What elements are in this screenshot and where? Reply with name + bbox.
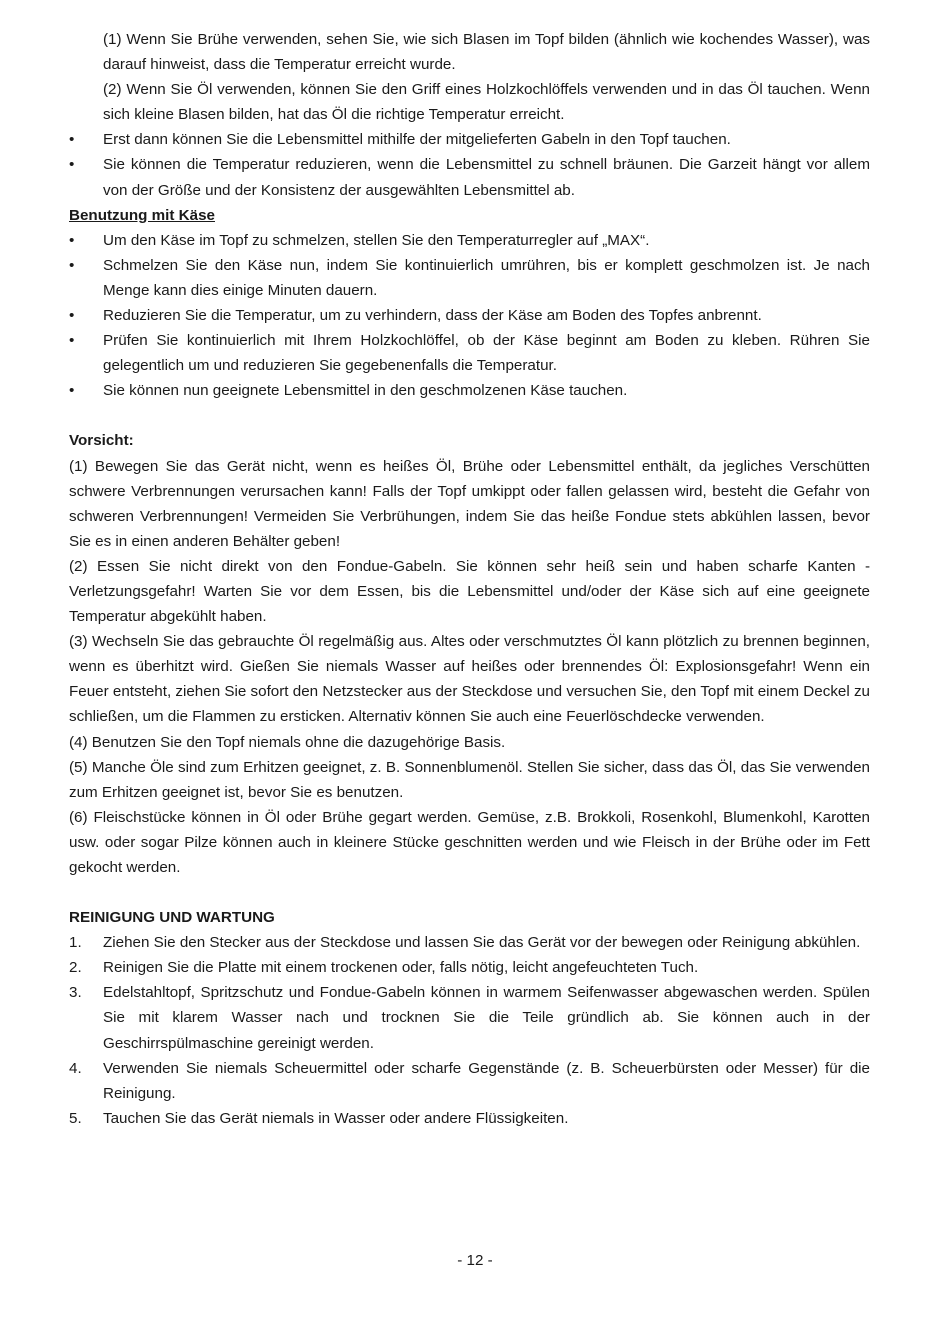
bullet-text: Schmelzen Sie den Käse nun, indem Sie kontinuierlich umrühren, bis er komplett geschmolzen ist. Je nach Menge kann dies einige Minuten dauern. — [103, 256, 870, 299]
bullet-symbol: • — [69, 382, 75, 400]
numbered-item — [69, 1106, 870, 1131]
item-text: Ziehen Sie den Stecker aus der Steckdose und lassen Sie das Gerät vor der bewegen oder Reinigung abkühlen. — [103, 934, 861, 952]
item-text: Verwenden Sie niemals Scheuermittel oder scharfe Gegenstände (z. B. Scheuerbürsten oder Messer) für die Reinigung. — [103, 1059, 870, 1102]
bullet-symbol: • — [69, 156, 75, 174]
numbered-item — [69, 930, 870, 955]
numbered-item — [69, 980, 870, 1055]
document-page — [69, 27, 870, 1131]
bullet-item — [69, 253, 870, 303]
caution-paragraph: (4) Benutzen Sie den Topf niemals ohne die dazugehörige Basis. — [69, 733, 506, 751]
bullet-text: Reduzieren Sie die Temperatur, um zu verhindern, dass der Käse am Boden des Topfes anbrennt. — [103, 307, 762, 325]
bullet-item — [69, 378, 870, 403]
bullet-symbol: • — [69, 231, 75, 249]
item-text: Tauchen Sie das Gerät niemals in Wasser oder andere Flüssigkeiten. — [103, 1109, 569, 1127]
bullet-text: Erst dann können Sie die Lebensmittel mithilfe der mitgelieferten Gabeln in den Topf tauchen. — [103, 131, 731, 149]
bullet-symbol: • — [69, 332, 75, 350]
caution-paragraph: (2) Essen Sie nicht direkt von den Fondue-Gabeln. Sie können sehr heiß sein und haben scharfe Kanten - Verletzungsgefahr! Warten Sie vor dem Essen, bis die Lebensmittel und/oder der Käse sich auf eine geeignete Temperatur abgekühlt haben. — [69, 557, 870, 626]
section-heading-caution: Vorsicht: — [69, 432, 134, 450]
bullet-symbol: • — [69, 256, 75, 274]
intro-paragraph: (1) Wenn Sie Brühe verwenden, sehen Sie, wie sich Blasen im Topf bilden (ähnlich wie kochendes Wasser), was darauf hinweist, dass die Temperatur erreicht wurde. — [103, 31, 870, 74]
item-text: Edelstahltopf, Spritzschutz und Fondue-Gabeln können in warmem Seifenwasser abgewaschen werden. Spülen Sie mit klarem Wasser nach und trocknen Sie die Teile gründlich ab. Sie können auch in der Geschirrspülmaschine gereinigt werden. — [103, 984, 870, 1052]
item-number: 3. — [69, 984, 82, 1002]
bullet-item — [69, 303, 870, 328]
bullet-text: Sie können nun geeignete Lebensmittel in den geschmolzenen Käse tauchen. — [103, 382, 628, 400]
bullet-item — [69, 127, 870, 152]
item-number: 1. — [69, 934, 82, 952]
section-heading-cleaning: REINIGUNG UND WARTUNG — [69, 909, 275, 927]
item-text: Reinigen Sie die Platte mit einem trockenen oder, falls nötig, leicht angefeuchteten Tuch. — [103, 959, 699, 977]
caution-paragraph: (3) Wechseln Sie das gebrauchte Öl regelmäßig aus. Altes oder verschmutztes Öl kann plötzlich zu brennen beginnen, wenn es überhitzt wird. Gießen Sie niemals Wasser auf heißes oder brennendes Öl: Explosionsgefahr! Wenn ein Feuer entsteht, ziehen Sie sofort den Netzstecker aus der Steckdose und versuchen Sie, den Topf mit einem Deckel zu schließen, um die Flammen zu ersticken. Alternativ können Sie auch eine Feuerlöschdecke verwenden. — [69, 633, 870, 726]
section-heading-cheese: Benutzung mit Käse — [69, 206, 215, 224]
item-number: 2. — [69, 959, 82, 977]
bullet-text: Um den Käse im Topf zu schmelzen, stellen Sie den Temperaturregler auf „MAX“. — [103, 231, 650, 249]
bullet-item — [69, 228, 870, 253]
spacer — [69, 403, 870, 428]
caution-paragraph: (5) Manche Öle sind zum Erhitzen geeignet, z. B. Sonnenblumenöl. Stellen Sie sicher, dass das Öl, das Sie verwenden zum Erhitzen geeignet ist, bevor Sie es benutzen. — [69, 758, 870, 801]
bullet-text: Sie können die Temperatur reduzieren, wenn die Lebensmittel zu schnell bräunen. Die Garzeit hängt vor allem von der Größe und der Konsistenz der ausgewählten Lebensmittel ab. — [103, 156, 870, 199]
caution-paragraph: (6) Fleischstücke können in Öl oder Brühe gegart werden. Gemüse, z.B. Brokkoli, Rosenkohl, Blumenkohl, Karotten usw. oder sogar Pilze können auch in kleinere Stücke geschnitten werden und wie Fleisch in der Brühe oder im Fett gekocht werden. — [69, 808, 870, 876]
bullet-symbol: • — [69, 307, 75, 325]
intro-paragraph: (2) Wenn Sie Öl verwenden, können Sie den Griff eines Holzkochlöffels verwenden und in das Öl tauchen. Wenn sich kleine Blasen bilden, hat das Öl die richtige Temperatur erreicht. — [103, 81, 870, 124]
page-number: - 12 - — [457, 1252, 493, 1269]
item-number: 5. — [69, 1109, 82, 1127]
item-number: 4. — [69, 1059, 82, 1077]
numbered-item — [69, 955, 870, 980]
bullet-symbol: • — [69, 131, 75, 149]
bullet-item — [69, 328, 870, 378]
numbered-item — [69, 1056, 870, 1106]
spacer — [69, 880, 870, 905]
bullet-item — [69, 152, 870, 202]
caution-paragraph: (1) Bewegen Sie das Gerät nicht, wenn es heißes Öl, Brühe oder Lebensmittel enthält, da jegliches Verschütten schwere Verbrennungen verursachen kann! Falls der Topf umkippt oder fallen gelassen wird, besteht die Gefahr von schweren Verbrennungen! Vermeiden Sie Verbrühungen, indem Sie das heiße Fondue stets abkühlen lassen, bevor Sie es in einen anderen Behälter geben! — [69, 457, 870, 550]
bullet-text: Prüfen Sie kontinuierlich mit Ihrem Holzkochlöffel, ob der Käse beginnt am Boden zu kleben. Rühren Sie gelegentlich um und reduzieren Sie gegebenenfalls die Temperatur. — [103, 332, 870, 375]
